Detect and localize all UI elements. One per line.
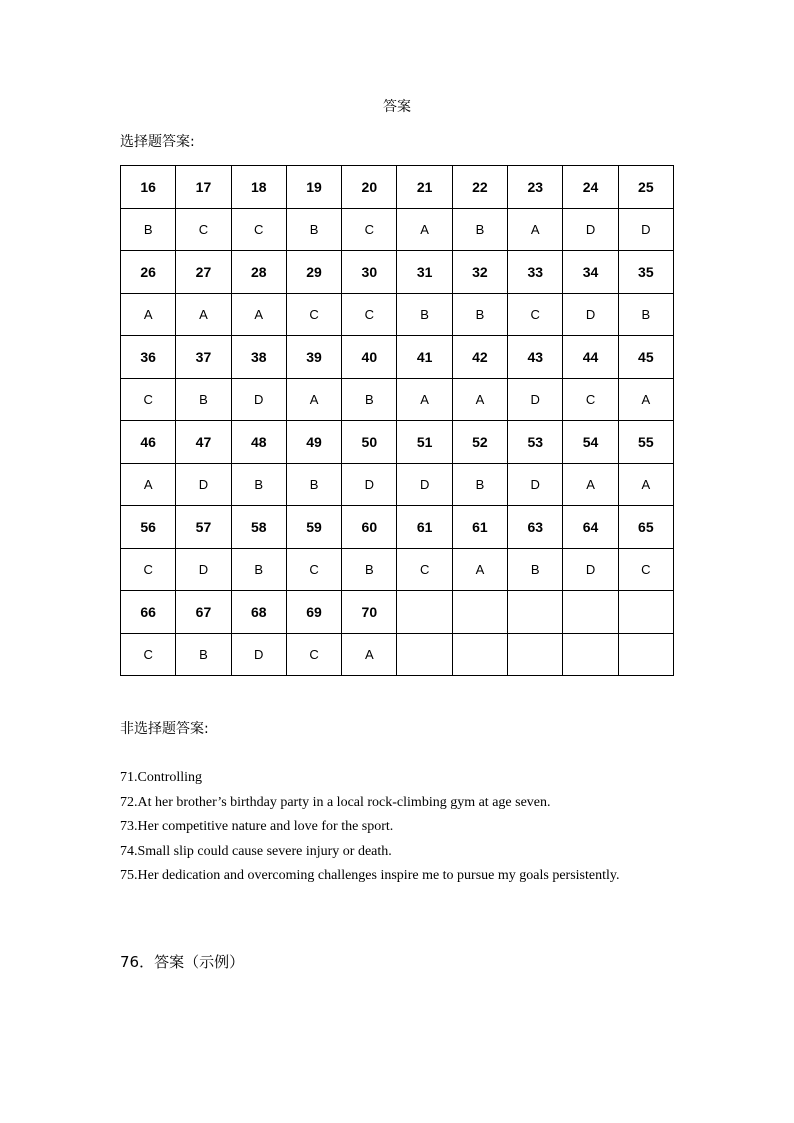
answer-cell: C bbox=[176, 208, 231, 251]
question-number-row bbox=[121, 421, 674, 464]
question-number: 48 bbox=[231, 421, 286, 464]
question-number: 19 bbox=[286, 166, 341, 209]
answer-cell: A bbox=[563, 463, 618, 506]
answer-cell: A bbox=[452, 378, 507, 421]
answer-cell: A bbox=[286, 378, 341, 421]
answer-cell: D bbox=[397, 463, 452, 506]
empty-cell bbox=[508, 633, 563, 676]
multiple-choice-label: 选择题答案: bbox=[120, 134, 195, 150]
answer-75: 75.Her dedication and overcoming challenges inspire me to pursue my goals persistently. bbox=[120, 868, 620, 884]
answer-cell: D bbox=[563, 548, 618, 591]
question-number: 53 bbox=[508, 421, 563, 464]
answer-cell: C bbox=[286, 293, 341, 336]
answer-cell: C bbox=[397, 548, 452, 591]
question-number: 63 bbox=[508, 506, 563, 549]
answer-row bbox=[121, 548, 674, 591]
answer-cell: B bbox=[452, 463, 507, 506]
question-number: 61 bbox=[397, 506, 452, 549]
answer-cell: C bbox=[121, 548, 176, 591]
answer-cell: C bbox=[231, 208, 286, 251]
question-number: 47 bbox=[176, 421, 231, 464]
answer-cell: D bbox=[176, 463, 231, 506]
question-number: 17 bbox=[176, 166, 231, 209]
answer-cell: A bbox=[397, 378, 452, 421]
answer-cell: B bbox=[452, 208, 507, 251]
question-number: 45 bbox=[618, 336, 673, 379]
question-number: 40 bbox=[342, 336, 397, 379]
answer-cell: B bbox=[286, 208, 341, 251]
question-number: 57 bbox=[176, 506, 231, 549]
question-number: 67 bbox=[176, 591, 231, 634]
question-number: 22 bbox=[452, 166, 507, 209]
answer-cell: B bbox=[176, 378, 231, 421]
page-title: 答案 bbox=[383, 99, 411, 115]
answer-cell: C bbox=[286, 633, 341, 676]
empty-cell bbox=[508, 591, 563, 634]
answer-cell: B bbox=[342, 548, 397, 591]
empty-cell bbox=[563, 591, 618, 634]
question-number: 38 bbox=[231, 336, 286, 379]
question-number: 60 bbox=[342, 506, 397, 549]
question-number: 66 bbox=[121, 591, 176, 634]
answer-cell: C bbox=[286, 548, 341, 591]
question-number: 34 bbox=[563, 251, 618, 294]
answer-cell: D bbox=[231, 378, 286, 421]
question-number: 25 bbox=[618, 166, 673, 209]
question-number: 51 bbox=[397, 421, 452, 464]
question-number: 35 bbox=[618, 251, 673, 294]
question-number: 37 bbox=[176, 336, 231, 379]
answer-cell: A bbox=[618, 463, 673, 506]
answer-cell: C bbox=[121, 378, 176, 421]
answer-row bbox=[121, 463, 674, 506]
question-number: 55 bbox=[618, 421, 673, 464]
question-number: 26 bbox=[121, 251, 176, 294]
question-number: 20 bbox=[342, 166, 397, 209]
question-number: 54 bbox=[563, 421, 618, 464]
empty-cell bbox=[397, 591, 452, 634]
question-number: 65 bbox=[618, 506, 673, 549]
answer-cell: D bbox=[618, 208, 673, 251]
answer-row bbox=[121, 633, 674, 676]
question-number: 58 bbox=[231, 506, 286, 549]
question-number: 41 bbox=[397, 336, 452, 379]
empty-cell bbox=[452, 591, 507, 634]
answer-cell: C bbox=[618, 548, 673, 591]
empty-cell bbox=[563, 633, 618, 676]
question-number: 49 bbox=[286, 421, 341, 464]
answer-table bbox=[120, 165, 674, 676]
question-number: 43 bbox=[508, 336, 563, 379]
question-number: 32 bbox=[452, 251, 507, 294]
question-number: 33 bbox=[508, 251, 563, 294]
answer-cell: A bbox=[121, 463, 176, 506]
question-number: 42 bbox=[452, 336, 507, 379]
question-number-row bbox=[121, 506, 674, 549]
answer-cell: A bbox=[452, 548, 507, 591]
question-number: 16 bbox=[121, 166, 176, 209]
question-number: 59 bbox=[286, 506, 341, 549]
answer-cell: B bbox=[618, 293, 673, 336]
empty-cell bbox=[452, 633, 507, 676]
empty-cell bbox=[397, 633, 452, 676]
answer-cell: C bbox=[563, 378, 618, 421]
answer-cell: C bbox=[508, 293, 563, 336]
question-number: 44 bbox=[563, 336, 618, 379]
answer-cell: B bbox=[397, 293, 452, 336]
answer-cell: B bbox=[452, 293, 507, 336]
answer-cell: B bbox=[231, 463, 286, 506]
answer-cell: D bbox=[508, 463, 563, 506]
answer-74: 74.Small slip could cause severe injury or death. bbox=[120, 843, 392, 859]
answer-cell: A bbox=[618, 378, 673, 421]
open-answers-label: 非选择题答案: bbox=[120, 721, 209, 737]
answer-cell: D bbox=[342, 463, 397, 506]
question-number: 27 bbox=[176, 251, 231, 294]
question-number: 29 bbox=[286, 251, 341, 294]
question-number-row bbox=[121, 591, 674, 634]
section-76-heading: 76．答案（示例） bbox=[120, 953, 245, 971]
answer-cell: C bbox=[342, 208, 397, 251]
question-number: 50 bbox=[342, 421, 397, 464]
question-number: 28 bbox=[231, 251, 286, 294]
empty-cell bbox=[618, 591, 673, 634]
answer-cell: D bbox=[176, 548, 231, 591]
answer-row bbox=[121, 293, 674, 336]
answer-cell: C bbox=[121, 633, 176, 676]
answer-cell: A bbox=[231, 293, 286, 336]
answer-cell: B bbox=[286, 463, 341, 506]
answer-cell: B bbox=[231, 548, 286, 591]
answer-cell: B bbox=[176, 633, 231, 676]
answer-cell: C bbox=[342, 293, 397, 336]
question-number-row bbox=[121, 166, 674, 209]
answer-72: 72.At her brother’s birthday party in a local rock-climbing gym at age seven. bbox=[120, 794, 551, 810]
answer-71: 71.Controlling bbox=[120, 770, 203, 785]
question-number: 21 bbox=[397, 166, 452, 209]
answer-73: 73.Her competitive nature and love for the sport. bbox=[120, 819, 394, 835]
answer-cell: A bbox=[121, 293, 176, 336]
answer-cell: A bbox=[176, 293, 231, 336]
question-number: 30 bbox=[342, 251, 397, 294]
answer-cell: A bbox=[508, 208, 563, 251]
question-number: 23 bbox=[508, 166, 563, 209]
question-number: 46 bbox=[121, 421, 176, 464]
question-number: 18 bbox=[231, 166, 286, 209]
answer-cell: B bbox=[121, 208, 176, 251]
answer-row bbox=[121, 378, 674, 421]
question-number: 36 bbox=[121, 336, 176, 379]
answer-cell: D bbox=[563, 208, 618, 251]
open-answers-list bbox=[120, 766, 672, 889]
question-number: 52 bbox=[452, 421, 507, 464]
answer-row bbox=[121, 208, 674, 251]
question-number: 24 bbox=[563, 166, 618, 209]
answer-cell: D bbox=[563, 293, 618, 336]
question-number: 68 bbox=[231, 591, 286, 634]
question-number: 39 bbox=[286, 336, 341, 379]
question-number: 69 bbox=[286, 591, 341, 634]
question-number-row bbox=[121, 251, 674, 294]
answer-cell: B bbox=[508, 548, 563, 591]
question-number: 56 bbox=[121, 506, 176, 549]
question-number: 31 bbox=[397, 251, 452, 294]
question-number: 64 bbox=[563, 506, 618, 549]
answer-cell: A bbox=[397, 208, 452, 251]
question-number-row bbox=[121, 336, 674, 379]
answer-cell: D bbox=[231, 633, 286, 676]
question-number: 61 bbox=[452, 506, 507, 549]
answer-cell: B bbox=[342, 378, 397, 421]
empty-cell bbox=[618, 633, 673, 676]
answer-cell: A bbox=[342, 633, 397, 676]
answer-cell: D bbox=[508, 378, 563, 421]
question-number: 70 bbox=[342, 591, 397, 634]
